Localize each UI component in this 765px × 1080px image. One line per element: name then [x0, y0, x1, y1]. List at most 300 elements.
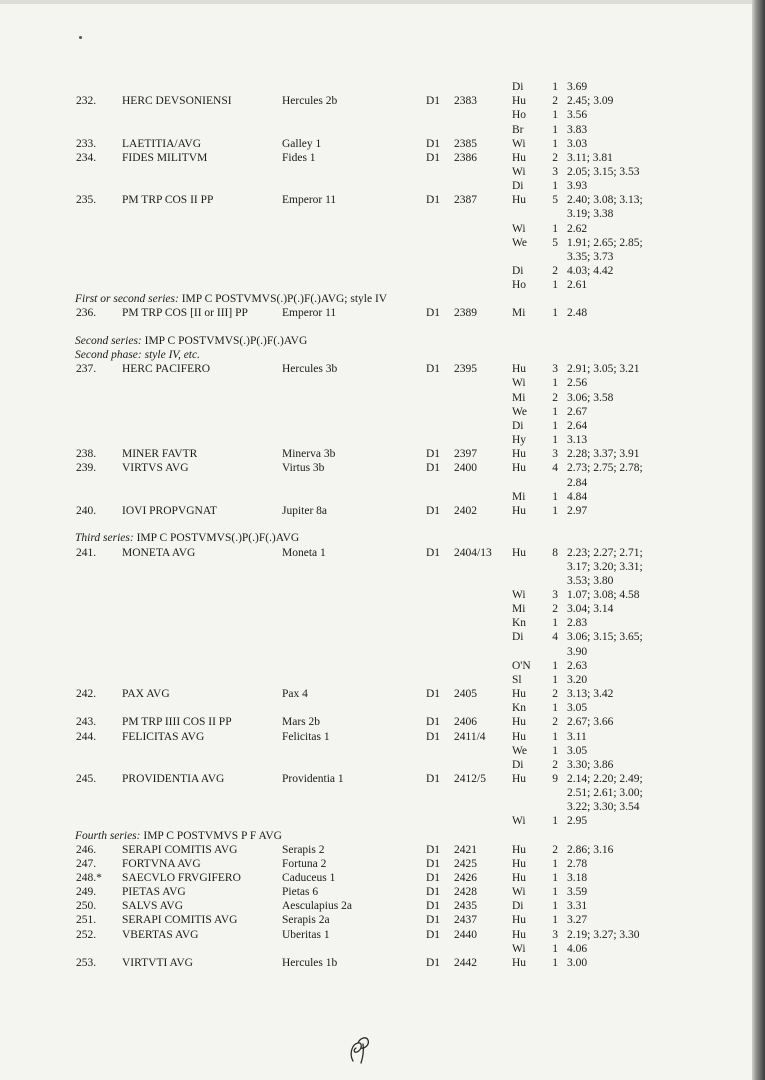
- ric-reference: 2385: [454, 137, 477, 150]
- reverse-type: Moneta 1: [282, 546, 326, 559]
- specimen-count: 4: [552, 631, 558, 644]
- weights: 3.03: [567, 137, 588, 150]
- officina: D1: [426, 448, 441, 461]
- table-row: [0, 588, 752, 602]
- table-row: [0, 913, 752, 927]
- weights: 2.61: [567, 279, 588, 292]
- specimen-count: 1: [552, 123, 558, 136]
- reverse-legend: IOVI PROPVGNAT: [122, 504, 217, 517]
- hoard-source: Hu: [512, 95, 527, 108]
- officina: D1: [426, 872, 441, 884]
- hoard-source: Br: [512, 123, 524, 136]
- hoard-source: Di: [512, 180, 524, 193]
- hoard-source: Hu: [512, 546, 527, 559]
- reverse-type: Serapis 2a: [282, 914, 330, 927]
- reverse-type: Felicitas 1: [282, 730, 330, 743]
- weights: 2.67; 3.66: [567, 716, 614, 729]
- ric-reference: 2411/4: [454, 730, 486, 743]
- weights: 3.22; 3.30; 3.54: [567, 801, 640, 814]
- weights: 3.53; 3.80: [567, 574, 614, 587]
- hoard-source: Di: [512, 265, 524, 277]
- hoard-source: Hu: [512, 504, 527, 517]
- catalogue-number: 253.: [76, 956, 97, 969]
- reverse-legend: SERAPI COMITIS AVG: [122, 914, 238, 927]
- hoard-source: Hy: [512, 434, 527, 446]
- ric-reference: 2386: [454, 151, 477, 164]
- reverse-type: Jupiter 8a: [282, 504, 328, 517]
- hoard-source: Wi: [512, 137, 526, 150]
- table-row: [0, 236, 752, 250]
- table-row: [0, 546, 752, 560]
- reverse-legend: FELICITAS AVG: [122, 730, 205, 743]
- ric-reference: 2425: [454, 857, 477, 870]
- hoard-source: Di: [512, 758, 524, 771]
- reverse-legend: PM TRP COS [II or III] PP: [122, 307, 248, 320]
- table-row: [0, 843, 752, 857]
- specimen-count: 1: [552, 659, 558, 672]
- specimen-count: 1: [552, 279, 558, 292]
- ric-reference: 2421: [454, 843, 477, 856]
- specimen-count: 2: [552, 151, 558, 164]
- officina: D1: [426, 95, 441, 108]
- catalogue-number: 243.: [76, 716, 97, 729]
- reverse-type: Serapis 2: [282, 843, 325, 856]
- catalogue-number: 250.: [76, 900, 97, 913]
- catalogue-number: 241.: [76, 546, 97, 559]
- reverse-type: Emperor 11: [282, 194, 337, 207]
- hoard-source: Di: [512, 419, 524, 432]
- hoard-source: Hu: [512, 194, 527, 207]
- ric-reference: 2404/13: [454, 546, 492, 559]
- table-row: [0, 857, 752, 871]
- hoard-source: Hu: [512, 363, 527, 376]
- weights: 2.28; 3.37; 3.91: [567, 448, 640, 461]
- reverse-legend: LAETITIA/AVG: [122, 137, 201, 150]
- specimen-count: 3: [552, 448, 558, 461]
- reverse-legend: HERC PACIFERO: [122, 363, 211, 376]
- weights: 2.86; 3.16: [567, 843, 614, 856]
- hoard-source: Mi: [512, 307, 526, 320]
- reverse-legend: SALVS AVG: [122, 900, 184, 913]
- reverse-type: Mars 2b: [282, 716, 321, 729]
- specimen-count: 4: [552, 462, 558, 475]
- series-heading-legend: IMP C POSTVMVS(.)P(.)F(.)AVG: [133, 532, 300, 545]
- table-row: [0, 179, 752, 193]
- table-row: [0, 928, 752, 942]
- hoard-source: Kn: [512, 617, 527, 630]
- officina: D1: [426, 504, 441, 517]
- weights: 3.30; 3.86: [567, 758, 614, 771]
- officina: D1: [426, 900, 441, 913]
- table-row: [0, 433, 752, 447]
- ric-reference: 2406: [454, 716, 477, 729]
- hoard-source: Di: [512, 900, 524, 913]
- specimen-count: 1: [552, 872, 558, 884]
- catalogue-number: 245.: [76, 772, 97, 785]
- catalogue-number: 249.: [76, 886, 97, 899]
- table-row: [0, 94, 752, 108]
- specimen-count: 1: [552, 419, 558, 432]
- reverse-type: Galley 1: [282, 137, 322, 150]
- officina: D1: [426, 956, 441, 969]
- weights: 2.48: [567, 307, 588, 320]
- specimen-count: 5: [552, 236, 558, 249]
- series-heading-italic: Second series:: [75, 335, 142, 347]
- ric-reference: 2389: [454, 307, 477, 320]
- weights: 2.45; 3.09: [567, 95, 614, 108]
- catalogue-number: 232.: [76, 95, 97, 108]
- ric-reference: 2387: [454, 194, 477, 207]
- reverse-type: Hercules 1b: [282, 956, 338, 969]
- weights: 3.17; 3.20; 3.31;: [567, 560, 643, 573]
- specimen-count: 2: [552, 758, 558, 771]
- series-heading: [75, 334, 675, 348]
- series-heading-italic: First or second series:: [75, 293, 179, 306]
- hoard-source: Wi: [512, 377, 526, 390]
- hoard-source: Ho: [512, 109, 527, 122]
- weights: 3.93: [567, 180, 588, 193]
- officina: D1: [426, 462, 441, 475]
- hoard-source: Hu: [512, 956, 527, 969]
- catalogue-number: 235.: [76, 194, 97, 207]
- table-row: [0, 899, 752, 913]
- specimen-count: 1: [552, 617, 558, 630]
- reverse-legend: SAECVLO FRVGIFERO: [122, 872, 241, 884]
- table-row: [0, 956, 752, 970]
- table-row: [0, 871, 752, 885]
- table-row: [0, 476, 752, 490]
- reverse-type: Hercules 3b: [282, 363, 338, 376]
- hoard-source: Hu: [512, 914, 527, 927]
- hoard-source: Hu: [512, 872, 527, 884]
- ric-reference: 2428: [454, 886, 477, 899]
- table-row: [0, 701, 752, 715]
- ric-reference: 2442: [454, 956, 477, 969]
- table-row: [0, 942, 752, 956]
- reverse-legend: SERAPI COMITIS AVG: [122, 843, 238, 856]
- officina: D1: [426, 363, 441, 376]
- hoard-source: Wi: [512, 942, 526, 955]
- hoard-source: Hu: [512, 716, 527, 729]
- weights: 2.23; 2.27; 2.71;: [567, 546, 643, 559]
- catalogue-number: 244.: [76, 730, 97, 743]
- reverse-type: Aesculapius 2a: [282, 900, 352, 913]
- catalogue-number: 234.: [76, 151, 97, 164]
- table-row: [0, 250, 752, 264]
- officina: D1: [426, 137, 441, 150]
- weights: 3.56: [567, 109, 588, 122]
- hoard-source: Hu: [512, 928, 527, 941]
- weights: 2.56: [567, 377, 588, 390]
- table-row: [0, 560, 752, 574]
- weights: 2.51; 2.61; 3.00;: [567, 787, 643, 800]
- specimen-count: 1: [552, 222, 558, 235]
- specimen-count: 2: [552, 265, 558, 277]
- reverse-type: Minerva 3b: [282, 448, 336, 461]
- table-row: [0, 687, 752, 701]
- reverse-legend: VBERTAS AVG: [122, 928, 199, 941]
- table-row: [0, 447, 752, 461]
- reverse-type: Fortuna 2: [282, 857, 327, 870]
- series-heading-italic: Fourth series:: [75, 829, 141, 842]
- weights: 4.03; 4.42: [567, 265, 614, 277]
- specimen-count: 2: [552, 688, 558, 700]
- specimen-count: 1: [552, 307, 558, 320]
- officina: D1: [426, 914, 441, 927]
- specimen-count: 1: [552, 744, 558, 757]
- reverse-legend: PM TRP COS II PP: [122, 194, 214, 207]
- officina: D1: [426, 546, 441, 559]
- weights: 3.06; 3.15; 3.65;: [567, 631, 643, 644]
- specimen-count: 3: [552, 928, 558, 941]
- specimen-count: 1: [552, 377, 558, 390]
- weights: 3.04; 3.14: [567, 603, 614, 616]
- table-row: [0, 461, 752, 475]
- hoard-source: Wi: [512, 886, 526, 899]
- reverse-legend: VIRTVS AVG: [122, 462, 189, 475]
- hoard-source: Wi: [512, 165, 526, 178]
- hoard-source: Hu: [512, 772, 527, 785]
- hoard-source: Hu: [512, 857, 527, 870]
- weights: 3.90: [567, 645, 588, 658]
- series-heading-italic: Third series:: [75, 532, 134, 545]
- weights: 3.13: [567, 434, 588, 446]
- reverse-type: Pietas 6: [282, 886, 319, 899]
- table-row: [0, 673, 752, 687]
- catalogue-number: 252.: [76, 928, 97, 941]
- specimen-count: 1: [552, 730, 558, 743]
- catalogue-number: 248.*: [76, 872, 102, 884]
- ric-reference: 2400: [454, 462, 477, 475]
- weights: 2.97: [567, 504, 588, 517]
- specimen-count: 1: [552, 956, 558, 969]
- hoard-source: Ho: [512, 279, 527, 292]
- weights: 2.95: [567, 815, 588, 828]
- weights: 2.64: [567, 419, 588, 432]
- weights: 3.83: [567, 123, 588, 136]
- table-row: [0, 419, 752, 433]
- hoard-source: Mi: [512, 490, 526, 503]
- weights: 3.11: [567, 730, 587, 743]
- officina: D1: [426, 730, 441, 743]
- table-row: [0, 800, 752, 814]
- specimen-count: 9: [552, 772, 558, 785]
- weights: 2.05; 3.15; 3.53: [567, 165, 640, 178]
- weights: 2.40; 3.08; 3.13;: [567, 194, 643, 207]
- series-heading-italic: Second phase: style IV, etc.: [75, 349, 200, 362]
- reverse-legend: PM TRP IIII COS II PP: [122, 716, 232, 729]
- specimen-count: 1: [552, 504, 558, 517]
- reverse-legend: HERC DEVSONIENSI: [122, 95, 232, 108]
- table-row: [0, 744, 752, 758]
- series-heading-legend: IMP C POSTVMVS(.)P(.)F(.)AVG; style IV: [178, 293, 388, 306]
- officina: D1: [426, 307, 441, 320]
- ric-reference: 2440: [454, 928, 477, 941]
- weights: 2.62: [567, 222, 588, 235]
- table-row: [0, 391, 752, 405]
- reverse-legend: PAX AVG: [122, 688, 170, 700]
- ric-reference: 2397: [454, 448, 477, 461]
- table-row: [0, 222, 752, 236]
- table-row: [0, 645, 752, 659]
- specimen-count: 1: [552, 137, 558, 150]
- officina: D1: [426, 194, 441, 207]
- weights: 2.19; 3.27; 3.30: [567, 928, 640, 941]
- catalogue-number: 233.: [76, 137, 97, 150]
- weights: 2.63: [567, 659, 588, 672]
- table-row: [0, 659, 752, 673]
- ric-reference: 2402: [454, 504, 477, 517]
- specimen-count: 3: [552, 165, 558, 178]
- weights: 3.06; 3.58: [567, 391, 614, 404]
- table-row: [0, 137, 752, 151]
- table-row: [0, 80, 752, 94]
- hoard-source: Hu: [512, 462, 527, 475]
- reverse-type: Pax 4: [282, 688, 308, 700]
- catalogue-number: 239.: [76, 462, 97, 475]
- weights: 3.18: [567, 872, 588, 884]
- specimen-count: 1: [552, 857, 558, 870]
- hoard-source: Hu: [512, 730, 527, 743]
- hoard-source: We: [512, 405, 528, 418]
- table-row: [0, 165, 752, 179]
- reverse-type: Fides 1: [282, 151, 316, 164]
- hoard-source: We: [512, 744, 528, 757]
- hoard-source: Hu: [512, 688, 527, 700]
- series-heading: [75, 829, 675, 843]
- table-row: [0, 758, 752, 772]
- table-row: [0, 504, 752, 518]
- table-row: [0, 885, 752, 899]
- weights: 3.05: [567, 744, 588, 757]
- table-row: [0, 602, 752, 616]
- specimen-count: 2: [552, 843, 558, 856]
- officina: D1: [426, 772, 441, 785]
- series-heading: [75, 348, 675, 362]
- table-row: [0, 123, 752, 137]
- weights: 2.73; 2.75; 2.78;: [567, 462, 643, 475]
- specimen-count: 5: [552, 194, 558, 207]
- officina: D1: [426, 857, 441, 870]
- weights: 2.91; 3.05; 3.21: [567, 363, 640, 376]
- specimen-count: 2: [552, 716, 558, 729]
- table-row: [0, 405, 752, 419]
- ric-reference: 2412/5: [454, 772, 486, 785]
- specimen-count: 1: [552, 180, 558, 193]
- catalogue-number: 240.: [76, 504, 97, 517]
- table-row: [0, 772, 752, 786]
- weights: 3.13; 3.42: [567, 688, 614, 700]
- weights: 4.06: [567, 942, 588, 955]
- catalogue-number: 238.: [76, 448, 97, 461]
- weights: 3.20: [567, 673, 588, 686]
- specimen-count: 2: [552, 603, 558, 616]
- catalogue-number: 242.: [76, 688, 97, 700]
- specimen-count: 1: [552, 886, 558, 899]
- table-row: [0, 278, 752, 292]
- specimen-count: 2: [552, 391, 558, 404]
- hoard-source: Mi: [512, 391, 526, 404]
- weights: 2.78: [567, 857, 588, 870]
- table-row: [0, 207, 752, 221]
- weights: 3.69: [567, 81, 588, 93]
- table-row: [0, 108, 752, 122]
- weights: 3.27: [567, 914, 588, 927]
- weights: 1.07; 3.08; 4.58: [567, 589, 640, 601]
- series-heading-legend: IMP C POSTVMVS P F AVG: [140, 829, 282, 842]
- table-row: [0, 715, 752, 729]
- weights: 2.14; 2.20; 2.49;: [567, 772, 643, 785]
- specimen-count: 1: [552, 900, 558, 913]
- specimen-count: 1: [552, 673, 558, 686]
- officina: D1: [426, 688, 441, 700]
- table-row: [0, 376, 752, 390]
- series-heading-legend: IMP C POSTVMVS(.)P(.)F(.)AVG: [141, 335, 308, 347]
- ric-reference: 2435: [454, 900, 477, 913]
- weights: 4.84: [567, 490, 588, 503]
- ric-reference: 2383: [454, 95, 477, 108]
- hoard-source: O'N: [512, 659, 531, 672]
- specimen-count: 3: [552, 363, 558, 376]
- specimen-count: 1: [552, 942, 558, 955]
- hoard-source: Wi: [512, 222, 526, 235]
- reverse-type: Caduceus 1: [282, 872, 336, 884]
- specimen-count: 1: [552, 109, 558, 122]
- reverse-type: Hercules 2b: [282, 95, 338, 108]
- officina: D1: [426, 151, 441, 164]
- table-row: [0, 814, 752, 828]
- ric-reference: 2395: [454, 363, 477, 376]
- weights: 3.11; 3.81: [567, 151, 613, 164]
- reverse-legend: PIETAS AVG: [122, 886, 186, 899]
- specimen-count: 3: [552, 589, 558, 601]
- reverse-legend: FIDES MILITVM: [122, 151, 208, 164]
- weights: 3.05: [567, 702, 588, 715]
- weights: 2.83: [567, 617, 588, 630]
- catalogue-number: 237.: [76, 363, 97, 376]
- reverse-legend: VIRTVTI AVG: [122, 956, 193, 969]
- table-row: [0, 306, 752, 320]
- series-heading: [75, 292, 675, 306]
- specimen-count: 1: [552, 914, 558, 927]
- specimen-count: 8: [552, 546, 558, 559]
- specimen-count: 1: [552, 815, 558, 828]
- catalogue-number: 247.: [76, 857, 97, 870]
- handwritten-initials-mark: [344, 1034, 378, 1066]
- specimen-count: 1: [552, 702, 558, 715]
- reverse-type: Uberitas 1: [282, 928, 330, 941]
- hoard-source: Mi: [512, 603, 526, 616]
- hoard-source: Wi: [512, 815, 526, 828]
- specimen-count: 2: [552, 95, 558, 108]
- table-row: [0, 193, 752, 207]
- table-row: [0, 630, 752, 644]
- scan-edge-shadow: [752, 0, 765, 1080]
- table-row: [0, 151, 752, 165]
- hoard-source: Hu: [512, 448, 527, 461]
- catalogue-number: 246.: [76, 843, 97, 856]
- hoard-source: Hu: [512, 151, 527, 164]
- hoard-source: Sl: [512, 673, 522, 686]
- table-row: [0, 264, 752, 278]
- reverse-legend: MINER FAVTR: [122, 448, 198, 461]
- specimen-count: 1: [552, 405, 558, 418]
- reverse-legend: FORTVNA AVG: [122, 857, 201, 870]
- weights: 3.00: [567, 956, 588, 969]
- specimen-count: 1: [552, 81, 558, 93]
- ric-reference: 2437: [454, 914, 477, 927]
- weights: 3.35; 3.73: [567, 250, 614, 263]
